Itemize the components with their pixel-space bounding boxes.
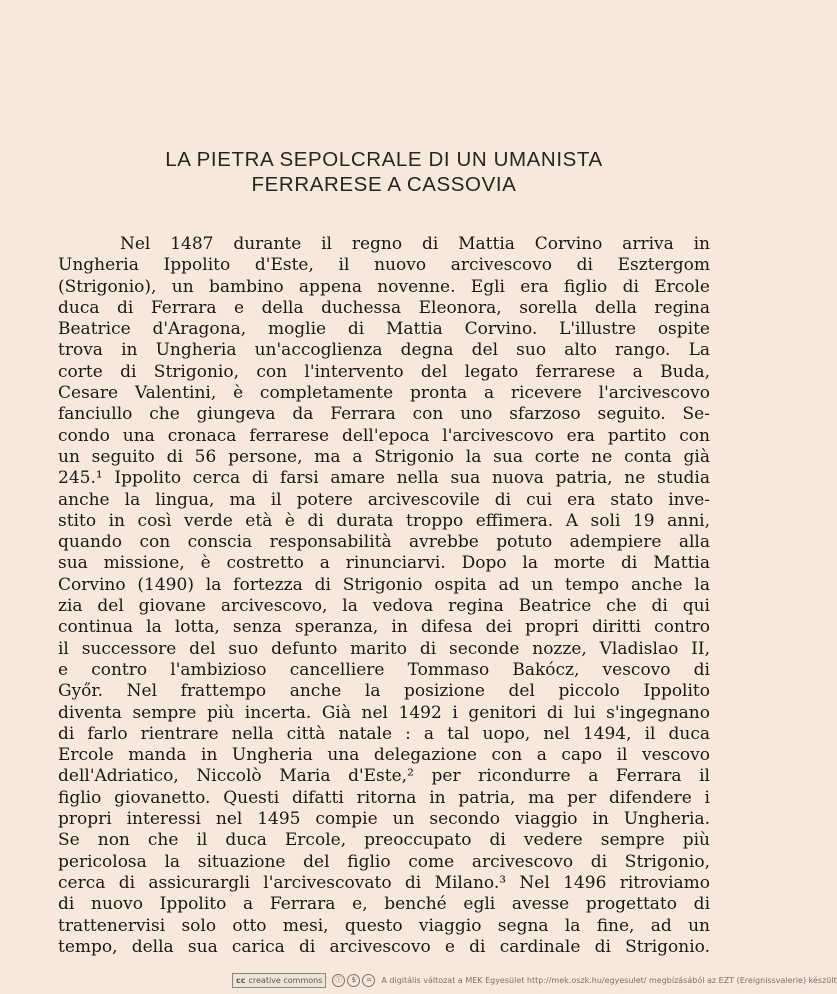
body-line: quando con conscia responsabilità avrebbe potuto adempiere alla: [58, 532, 710, 553]
body-line: duca di Ferrara e della duchessa Eleonora, sorella della regina: [58, 297, 710, 318]
body-line: 245.¹ Ippolito cerca di farsi amare nella sua nuova patria, ne studia: [58, 468, 710, 489]
body-line: Győr. Nel frattempo anche la posizione del piccolo Ippolito: [58, 681, 710, 702]
cc-logo-icon: cc: [236, 975, 246, 985]
body-line: corte di Strigonio, con l'intervento del legato ferrarese a Buda,: [58, 361, 710, 382]
body-line: di nuovo Ippolito a Ferrara e, benché egli avesse progettato di: [58, 894, 710, 915]
cc-nc-icon: $: [347, 974, 360, 987]
body-line: figlio giovanetto. Questi difatti ritorna in patria, ma per difendere i: [58, 787, 710, 808]
body-line: Ercole manda in Ungheria una delegazione con a capo il vescovo: [58, 745, 710, 766]
creative-commons-badge[interactable]: [232, 973, 326, 988]
body-line: Corvino (1490) la fortezza di Strigonio ospita ad un tempo anche la: [58, 574, 710, 595]
article-title: [0, 147, 768, 197]
cc-nd-icon: =: [362, 974, 375, 987]
license-footer: [232, 972, 837, 988]
article-body: [58, 234, 710, 958]
body-line: tempo, della sua carica di arcivescovo e di cardinale di Strigonio.: [58, 936, 710, 957]
creative-commons-label: creative commons: [248, 975, 323, 985]
body-line: trattenervisi solo otto mesi, questo viaggio segna la fine, ad un: [58, 915, 710, 936]
body-line: condo una cronaca ferrarese dell'epoca l'arcivescovo era partito con: [58, 425, 710, 446]
body-line: diventa sempre più incerta. Già nel 1492 i genitori di lui s'ingegnano: [58, 702, 710, 723]
body-line: e contro l'ambizioso cancelliere Tommaso Bakócz, vescovo di: [58, 659, 710, 680]
body-line: trova in Ungheria un'accoglienza degna del suo alto rango. La: [58, 340, 710, 361]
body-line: (Strigonio), un bambino appena novenne. Egli era figlio di Ercole: [58, 276, 710, 297]
body-line: zia del giovane arcivescovo, la vedova regina Beatrice che di qui: [58, 596, 710, 617]
title-line-2: FERRARESE A CASSOVIA: [251, 173, 517, 196]
body-line: Cesare Valentini, è completamente pronta a ricevere l'arcivescovo: [58, 383, 710, 404]
body-line: un seguito di 56 persone, ma a Strigonio la sua corte ne conta già: [58, 446, 710, 467]
body-line: Se non che il duca Ercole, preoccupato di vedere sempre più: [58, 830, 710, 851]
body-line: di farlo rientrare nella città natale : a tal uopo, nel 1494, il duca: [58, 723, 710, 744]
body-line: Ungheria Ippolito d'Este, il nuovo arcivescovo di Esztergom: [58, 255, 710, 276]
body-line: continua la lotta, senza speranza, in difesa dei propri diritti contro: [58, 617, 710, 638]
license-icons: [332, 974, 375, 987]
body-line: dell'Adriatico, Niccolò Maria d'Este,² per ricondurre a Ferrara il: [58, 766, 710, 787]
license-notice: A digitális változat a MEK Egyesület http://mek.oszk.hu/egyesulet/ megbízásából az EZT (Ereignissvalerie) készült: [381, 975, 837, 985]
body-line: il successore del suo defunto marito di seconde nozze, Vladislao II,: [58, 638, 710, 659]
body-line: Beatrice d'Aragona, moglie di Mattia Corvino. L'illustre ospite: [58, 319, 710, 340]
body-line: Nel 1487 durante il regno di Mattia Corvino arriva in: [120, 234, 710, 254]
body-line: cerca di assicurargli l'arcivescovato di Milano.³ Nel 1496 ritroviamo: [58, 872, 710, 893]
body-line: stito in così verde età è di durata troppo effimera. A soli 19 anni,: [58, 510, 710, 531]
body-line: pericolosa la situazione del figlio come arcivescovo di Strigonio,: [58, 851, 710, 872]
body-line: fanciullo che giungeva da Ferrara con uno sfarzoso seguito. Se-: [58, 404, 710, 425]
body-line: sua missione, è costretto a rinunciarvi. Dopo la morte di Mattia: [58, 553, 710, 574]
body-line: propri interessi nel 1495 compie un secondo viaggio in Ungheria.: [58, 809, 710, 830]
title-line-1: LA PIETRA SEPOLCRALE DI UN UMANISTA: [165, 148, 603, 171]
cc-by-icon: ⓘ: [332, 974, 345, 987]
body-line: anche la lingua, ma il potere arcivescovile di cui era stato inve-: [58, 489, 710, 510]
